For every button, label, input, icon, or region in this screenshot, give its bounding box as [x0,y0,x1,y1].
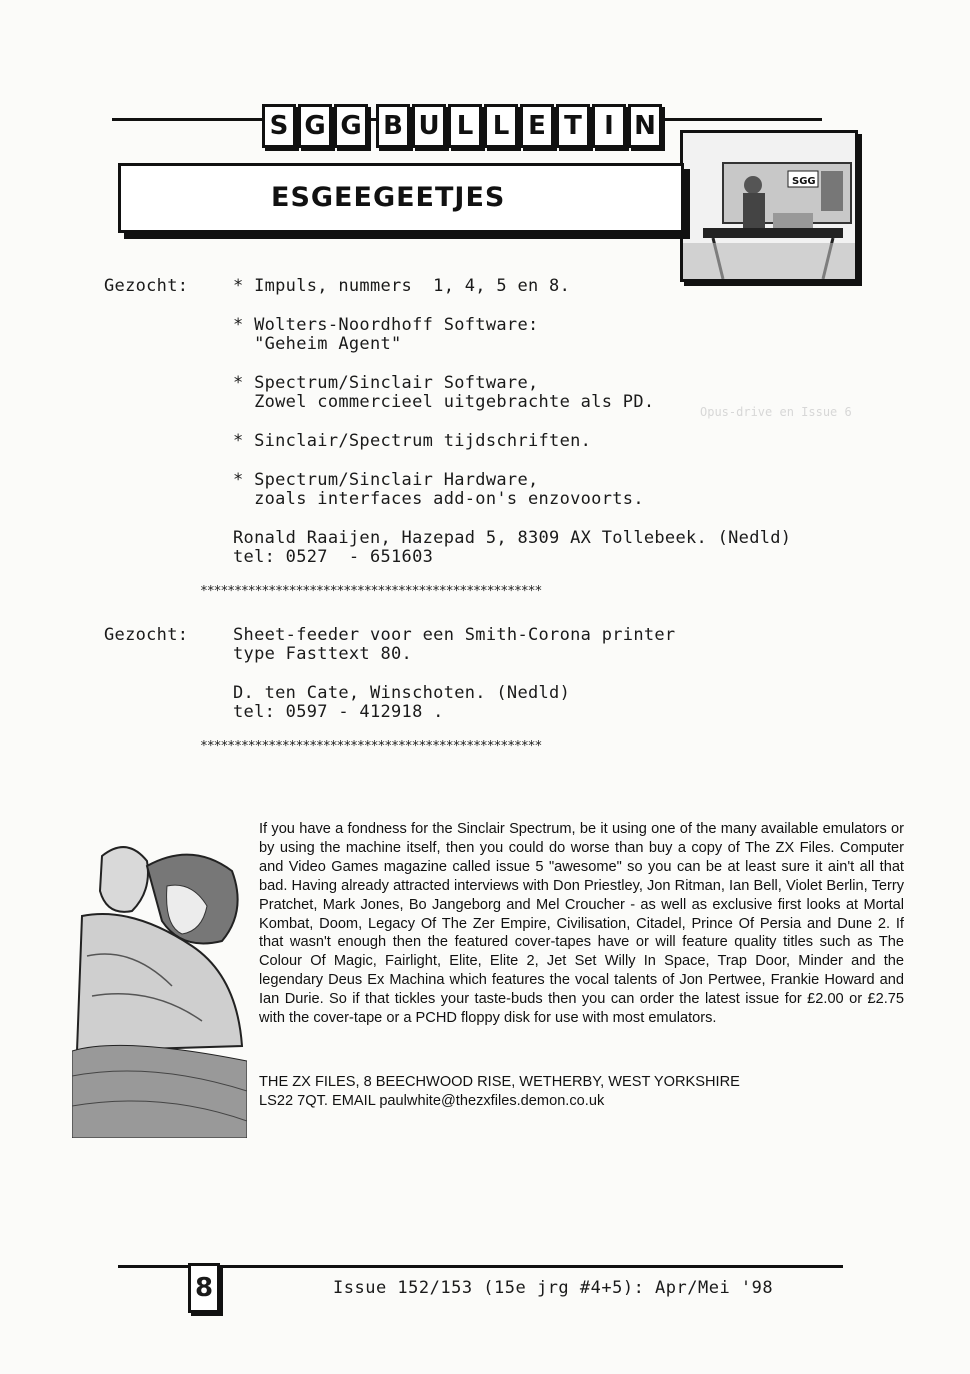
section-title-box [118,163,684,233]
ad-item: Sheet-feeder voor een Smith-Corona printer [233,625,676,645]
ad-item: zoals interfaces add-on's enzovoorts. [233,489,644,509]
footer-rule [118,1265,843,1268]
masthead-letter: G [334,104,368,148]
masthead-word-sgg [262,104,368,148]
market-stall-photo [683,133,855,279]
ad-item: type Fasttext 80. [233,644,413,664]
show-through-text: Opus-drive en Issue 6 [700,405,852,419]
ad-item: * Sinclair/Spectrum tijdschriften. [233,431,592,451]
masthead-letter: N [628,104,662,148]
section-title: ESGEEGEETJES [271,182,506,213]
ad-label: Gezocht: [104,625,189,645]
masthead-letter: L [448,104,482,148]
masthead-letter: U [412,104,446,148]
ad-item: * Spectrum/Sinclair Hardware, [233,470,539,490]
masthead-letter: L [484,104,518,148]
masthead-word-bulletin [376,104,662,148]
masthead-letter: G [298,104,332,148]
article-text: If you have a fondness for the Sinclair Spectrum, be it using one of the many available emulators or by using the machine itself, then you could do worse than buy a copy of The ZX Files. Computer and Video Games magazine called issue 5 "awesome" so you can be at least sure it ain't all that bad. Having already attracted interviews with Don Priestley, Jon Ritman, Ian Bell, Violet Berlin, Terry Pratchet, Mark Jones, Bo Jangeborg and Mel Croucher - as well as exclusive first looks at Mortal Kombat, Doom, Legacy Of The Zer Empire, Civilisation, Citadel, Prince Of Persia and Dune 2. If that wasn't enough then the featured cover-tapes have or will feature quality titles such as The Colour Of Magic, Fairlight, Elite, Elite 2, Jet Set Willy In Space, Trap Door, Minder and the legendary Deus Ex Machina which features the vocal talents of Jon Pertwee, Frankie Howard and Ian Durie. So if that tickles your taste-buds then you can order the latest issue for £2.00 or £2.75 with the cover-tape or a PCHD floppy disk for use with most emulators. [259,821,904,1027]
masthead-letter: T [556,104,590,148]
ad-contact: D. ten Cate, Winschoten. (Nedld) [233,683,571,703]
ad-contact: Ronald Raaijen, Hazepad 5, 8309 AX Tollebeek. (Nedld) [233,528,792,548]
ad-item: * Spectrum/Sinclair Software, [233,373,539,393]
masthead-letter: E [520,104,554,148]
photo-sign-text: SGG [792,176,816,187]
ad-item: "Geheim Agent" [233,334,402,354]
masthead-letter: I [592,104,626,148]
address-block [259,1073,859,1111]
ad-label: Gezocht: [104,276,189,296]
separator: ************************************************** [200,739,542,754]
footer-text: Issue 152/153 (15e jrg #4+5): Apr/Mei '98 [333,1278,774,1298]
address-line: THE ZX FILES, 8 BEECHWOOD RISE, WETHERBY, WEST YORKSHIRE [259,1074,740,1090]
separator: ************************************************** [200,584,542,599]
ad-item: * Impuls, nummers 1, 4, 5 en 8. [233,276,571,296]
header-photo [680,130,858,282]
ad-item: * Wolters-Noordhoff Software: [233,315,539,335]
masthead [262,104,662,148]
ad-item: Zowel commercieel uitgebrachte als PD. [233,392,655,412]
masthead-letter: S [262,104,296,148]
couple-illustration [72,836,247,1138]
ad-contact: tel: 0527 - 651603 [233,547,434,567]
ad-contact: tel: 0597 - 412918 . [233,702,444,722]
page-number: 8 [188,1263,220,1313]
masthead-letter: B [376,104,410,148]
address-line: LS22 7QT. EMAIL paulwhite@thezxfiles.demon.co.uk [259,1093,605,1109]
illustration [72,836,247,1138]
